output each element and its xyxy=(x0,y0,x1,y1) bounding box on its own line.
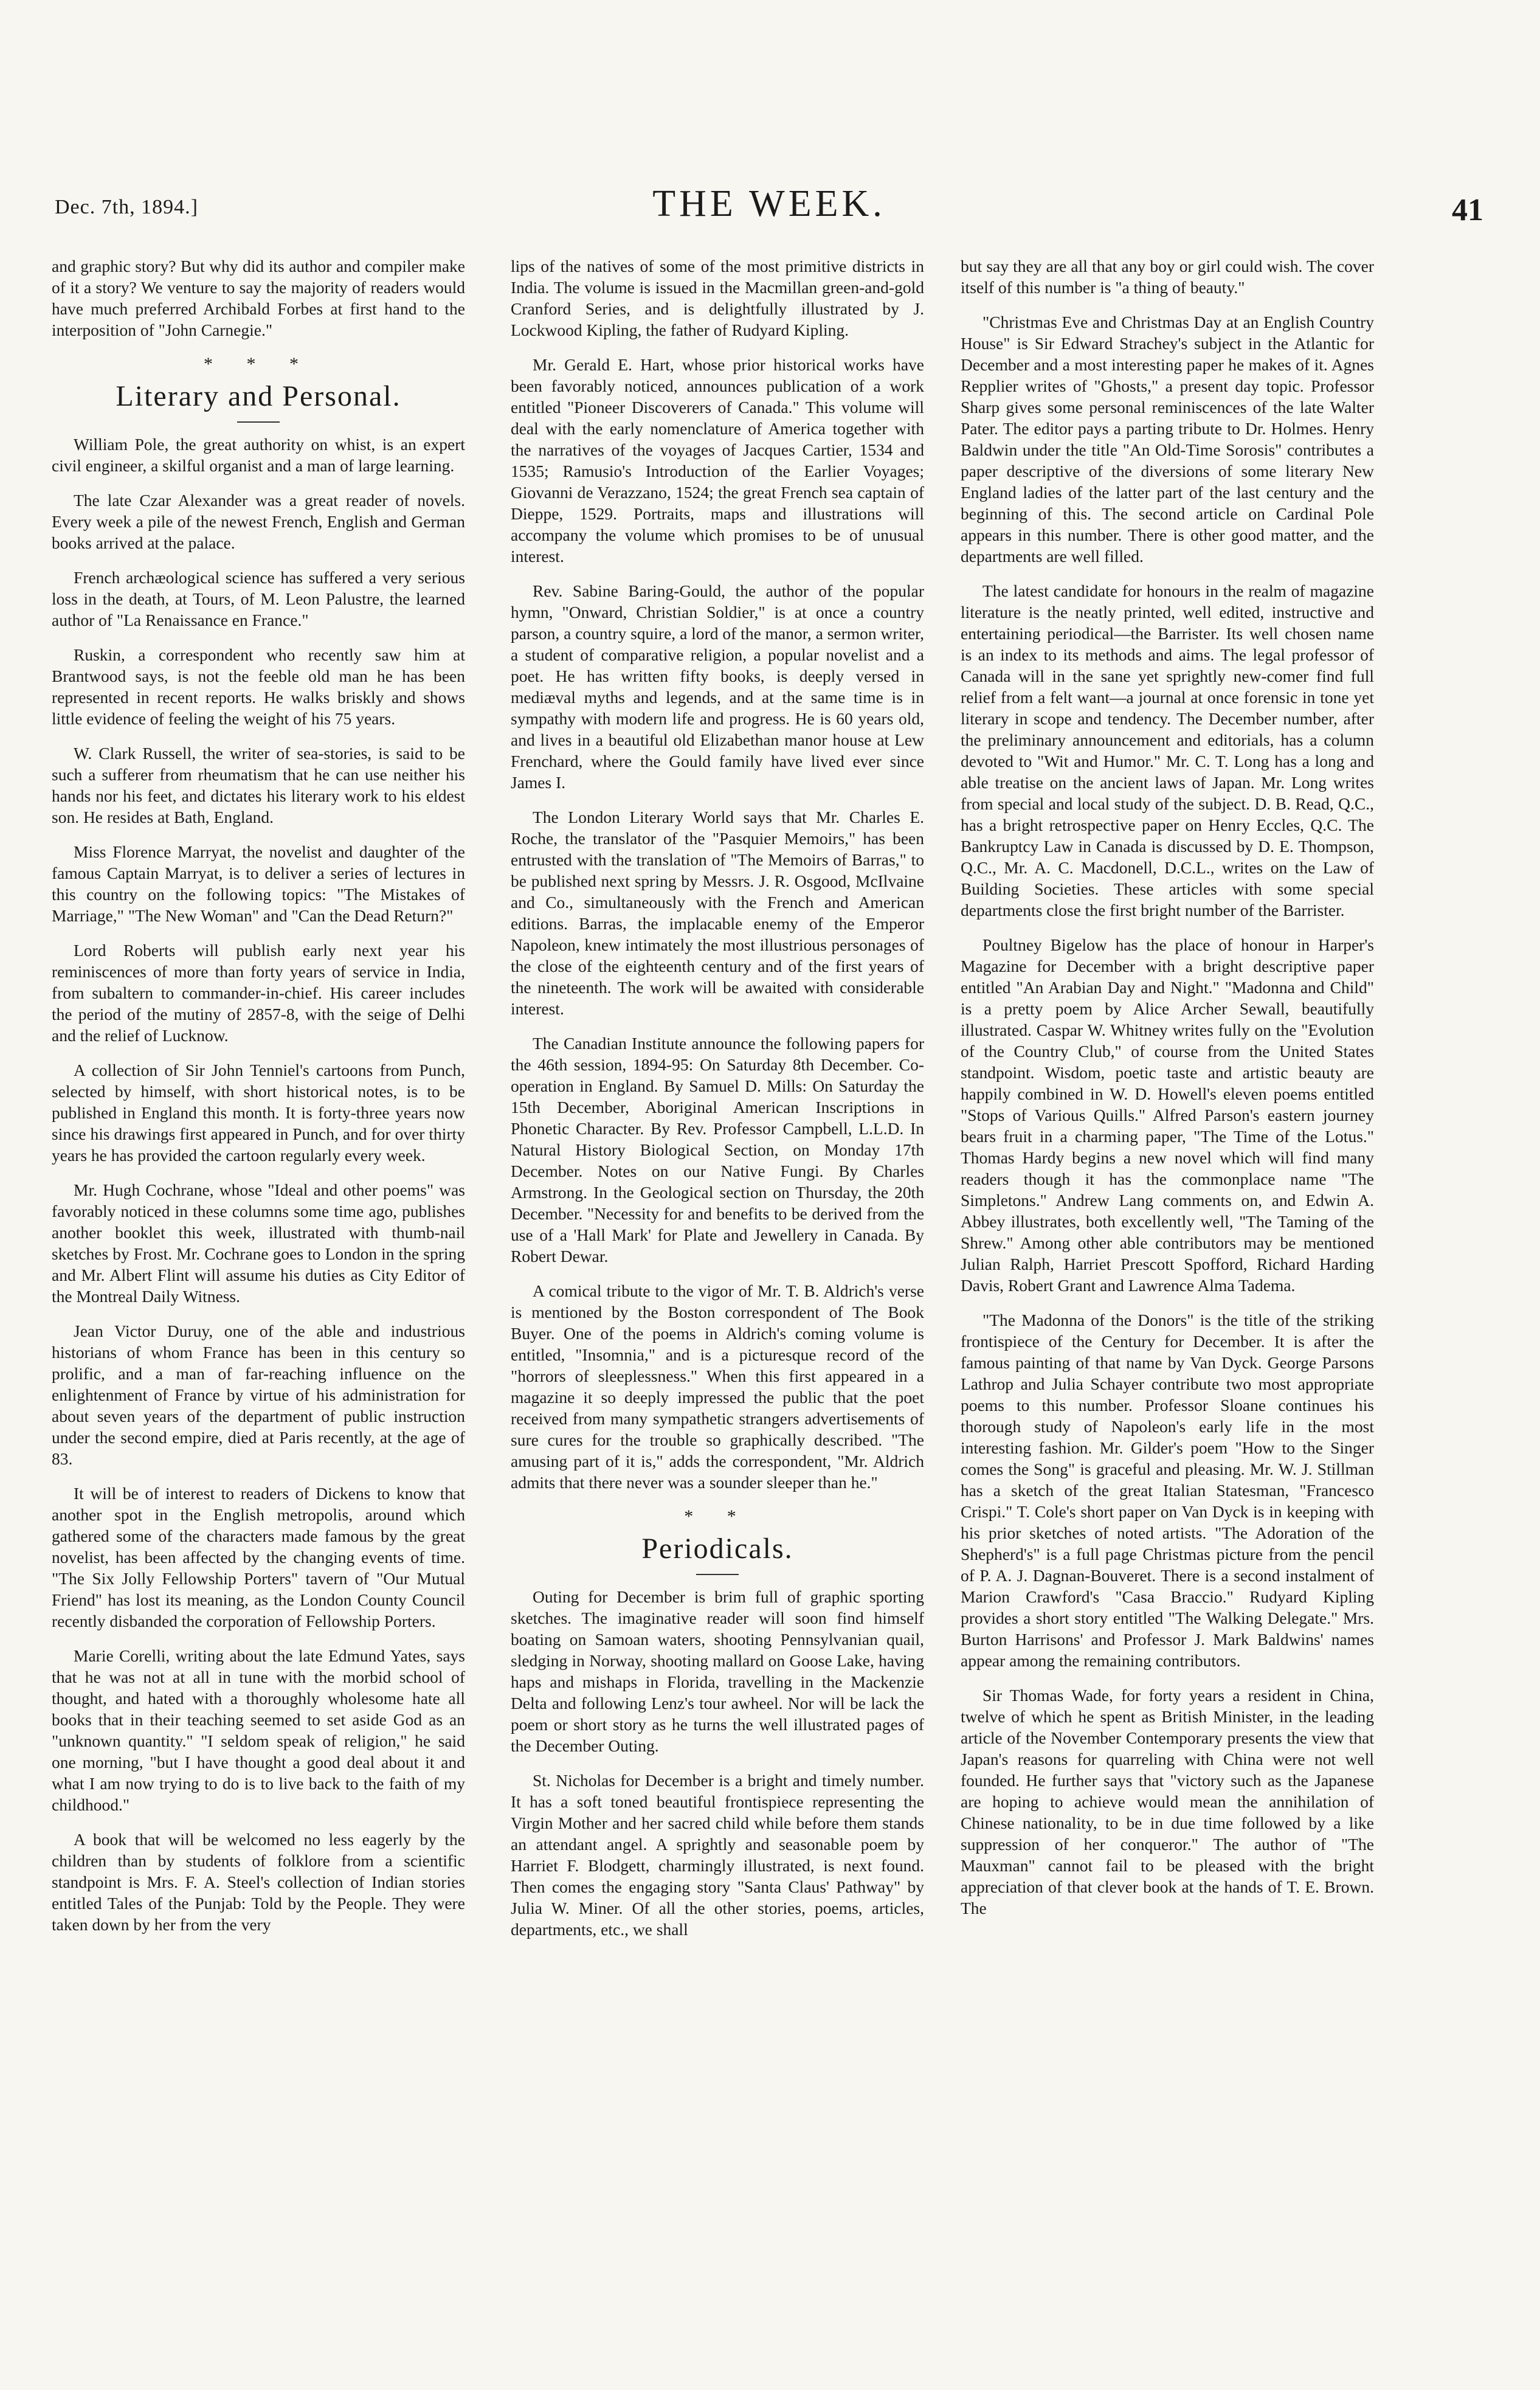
article-paragraph: French archæological science has suffered a very serious loss in the death, at Tours, of M. Leon Palustre, the learned author of "La Renaissance en France." xyxy=(52,568,465,629)
article-paragraph: Lord Roberts will publish early next year his reminiscences of more than forty years of service in India, from subaltern to commander-in-chief. His career includes the period of the mutiny of 2857-8, with the seige of Delhi and the relief of Lucknow. xyxy=(52,941,465,1045)
article-paragraph: The late Czar Alexander was a great reader of novels. Every week a pile of the newest French, English and German books arrived at the palace. xyxy=(52,491,465,552)
page-number: 41 xyxy=(1452,193,1483,227)
article-paragraph: lips of the natives of some of the most primitive districts in India. The volume is issued in the Macmillan green-and-gold Cranford Series, and is delightfully illustrated by J. Lockwood Kipling, the father of Rudyard Kipling. xyxy=(511,257,924,339)
article-paragraph: William Pole, the great authority on whist, is an expert civil engineer, a skilful organist and a man of large learning. xyxy=(52,435,465,475)
article-paragraph: Poultney Bigelow has the place of honour in Harper's Magazine for December with a bright descriptive paper entitled "An Arabian Day and Night." "Madonna and Child" is a pretty poem by Alice Archer Sewall, beautifully illustrated. Caspar W. Whitney writes fully on the "Evolution of the Country Club," of course from the United States standpoint. Wisdom, poetic taste and artistic beauty are happily combined in W. D. Howell's eleven poems entitled "Stops of Various Quills." Alfred Parson's eastern journey bears fruit in a charming paper, "The Time of the Lotus." Thomas Hardy begins a new novel which will find many readers though it has the commonplace name "The Simpletons." Andrew Lang comments on, and Edwin A. Abbey illustrates, both excellently well, "The Taming of the Shrew." Among other able contributors may be mentioned Julian Ralph, Harriet Prescott Spofford, Richard Harding Davis, Robert Grant and Lawrence Alma Tadema. xyxy=(961,935,1374,1295)
article-paragraph: It will be of interest to readers of Dickens to know that another spot in the English metropolis, around which gathered some of the characters made famous by the great novelist, has been affected by the changing events of time. "The Six Jolly Fellowship Porters" tavern of "Our Mutual Friend" has lost its meaning, as the London County Council recently disbanded the corporation of Fellowship Porters. xyxy=(52,1484,465,1630)
article-paragraph: Mr. Gerald E. Hart, whose prior historical works have been favorably noticed, announces publication of a work entitled "Pioneer Discoverers of Canada." This volume will deal with the early nomenclature of America together with the narratives of the voyages of Jacques Cartier, 1534 and 1535; Ramusio's Introduction of the Earlier Voyages; Giovanni de Verazzano, 1524; the great French sea captain of Dieppe, 1529. Portraits, maps and illustrations will accompany the volume which promises to be of unusual interest. xyxy=(511,355,924,566)
heading-rule xyxy=(237,421,280,423)
article-paragraph: St. Nicholas for December is a bright and timely number. It has a soft toned beautiful frontispiece representing the Virgin Mother and her sacred child while before them stands an attendant angel. A sprightly and seasonable poem by Harriet F. Blodgett, charmingly illustrated, is next found. Then comes the engaging story "Santa Claus' Pathway" by Julia W. Miner. Of all the other stories, poems, articles, departments, etc., we shall xyxy=(511,1771,924,1939)
article-paragraph: Ruskin, a correspondent who recently saw him at Brantwood says, is not the feeble old man he has been represented in recent reports. He walks briskly and shows little evidence of feeling the weight of his 75 years. xyxy=(52,645,465,728)
article-paragraph: The London Literary World says that Mr. Charles E. Roche, the translator of the "Pasquier Memoirs," has been entrusted with the translation of "The Memoirs of Barras," to be published next spring by Messrs. J. R. Osgood, McIlvaine and Co., simultaneously with the French and American editions. Barras, the implacable enemy of the Emperor Napoleon, knew intimately the most illustrious personages of the close of the eighteenth century and of the first years of the nineteenth. The work will be awaited with considerable interest. xyxy=(511,808,924,1018)
article-paragraph: A collection of Sir John Tenniel's cartoons from Punch, selected by himself, with short historical notes, is to be published in England this month. It is forty-three years now since his drawings first appeared in Punch, and for over thirty years he has provided the cartoon regularly every week. xyxy=(52,1061,465,1165)
article-paragraph: Miss Florence Marryat, the novelist and daughter of the famous Captain Marryat, is to deliver a series of lectures in this country on the following topics: "The Mistakes of Marriage," "The New Woman" and "Can the Dead Return?" xyxy=(52,842,465,925)
issue-date: Dec. 7th, 1894.] xyxy=(55,196,199,218)
article-paragraph: The Canadian Institute announce the following papers for the 46th session, 1894-95: On Saturday 8th December. Co-operation in England. By Samuel D. Mills: On Saturday the 15th December, Aboriginal American Inscriptions in Phonetic Character. By Rev. Professor Campbell, L.L.D. In Natural History Biological Section, on Monday 17th December. Notes on our Native Fungi. By Charles Armstrong. In the Geological section on Thursday, the 20th December. "Necessity for and benefits to be derived from the use of a 'Hall Mark' for Plate and Jewellery in Canada. By Robert Dewar. xyxy=(511,1034,924,1266)
column-1 xyxy=(52,255,465,1948)
section-ornament: * * xyxy=(684,1506,751,1526)
column-2 xyxy=(511,255,924,1953)
article-paragraph: Rev. Sabine Baring-Gould, the author of the popular hymn, "Onward, Christian Soldier," is at once a country parson, a country squire, a lord of the manor, a sermon writer, a student of comparative religion, a popular novelist and a poet. He has written fifty books, is deeply versed in mediæval myths and legends, and at the same time is in sympathy with modern life and progress. He is 60 years old, and lives in a beautiful old Elizabethan manor house at Lew Frenchard, where the Gould family have lived ever since James I. xyxy=(511,581,924,792)
section-ornament: * * * xyxy=(204,354,313,374)
masthead xyxy=(49,182,1490,237)
article-paragraph: Sir Thomas Wade, for forty years a resident in China, twelve of which he spent as British Minister, in the leading article of the November Contemporary presents the view that Japan's reasons for quarreling with China were not well founded. He further says that "victory such as the Japanese are hoping to achieve would mean the annihilation of Chinese nationality, to be in due time followed by a like suppression of her conqueror." The author of "The Mauxman" cannot fail to be pleased with the bright appreciation of that clever book at the hands of T. E. Brown. The xyxy=(961,1686,1374,1917)
section-heading-periodicals: Periodicals. xyxy=(641,1533,793,1565)
article-paragraph: The latest candidate for honours in the realm of magazine literature is the neatly printed, well edited, instructive and entertaining periodical—the Barrister. Its well chosen name is an index to its methods and aims. The legal professor of Canada will in the sane yet sprightly new-comer find full relief from a felt want—a journal at once forensic in tone yet literary in scope and tendency. The December number, after the preliminary announcement and editorials, has a column devoted to "Wit and Humor." Mr. C. T. Long has a long and able treatise on the ancient laws of Japan. Mr. Long writes from special and local study of the subject. D. B. Read, Q.C., has a bright retrospective paper on Henry Eccles, Q.C. The Bankruptcy Law in Canada is discussed by D. E. Thompson, Q.C., Mr. A. C. Macdonell, D.C.L., writes on the Law of Building Societies. These articles with some special departments close the first bright number of the Barrister. xyxy=(961,581,1374,920)
article-paragraph: W. Clark Russell, the writer of sea-stories, is said to be such a sufferer from rheumatism that he can use neither his hands nor his feet, and dictates his literary work to his eldest son. He resides at Bath, England. xyxy=(52,744,465,826)
article-paragraph: Mr. Hugh Cochrane, whose "Ideal and other poems" was favorably noticed in these columns some time ago, publishes another booklet this week, illustrated with thumb-nail sketches by Frost. Mr. Cochrane goes to London in the spring and Mr. Albert Flint will assume his duties as City Editor of the Montreal Daily Witness. xyxy=(52,1180,465,1306)
article-paragraph: and graphic story? But why did its author and compiler make of it a story? We venture to say the majority of readers would have much preferred Archibald Forbes at first hand to the interposition of "John Carnegie." xyxy=(52,257,465,339)
article-paragraph: A comical tribute to the vigor of Mr. T. B. Aldrich's verse is mentioned by the Boston correspondent of The Book Buyer. One of the poems in Aldrich's coming volume is entitled, "Insomnia," and is a picturesque record of the "horrors of sleeplessness." When this first appeared in a magazine it so deeply impressed the public that the poet received from many sympathetic strangers advertisements of sure cures for the trouble so graphically described. "The amusing part of it is," adds the correspondent, "Mr. Aldrich admits that there never was a sounder sleeper than he." xyxy=(511,1281,924,1492)
article-paragraph: "Christmas Eve and Christmas Day at an English Country House" is Sir Edward Strachey's subject in the Atlantic for December and a most interesting paper he makes of it. Agnes Repplier writes of "Ghosts," a present day topic. Professor Sharp gives some personal reminiscences of the late Walter Pater. The editor pays a parting tribute to Dr. Holmes. Henry Baldwin under the title "An Old-Time Sorosis" contributes a paper descriptive of the diversions of some literary New England ladies of the latter part of the last century and the beginning of this. The second article on Cardinal Pole appears in this number. There is other good matter, and the departments are well filled. xyxy=(961,313,1374,566)
section-heading-literary-personal: Literary and Personal. xyxy=(116,380,401,412)
article-paragraph: Jean Victor Duruy, one of the able and industrious historians of whom France has been in this century so prolific, and a man of far-reaching influence on the enlightenment of France by virtue of his administration for about seven years of the department of public instruction under the second empire, died at Paris recently, at the age of 83. xyxy=(52,1321,465,1468)
article-paragraph: Outing for December is brim full of graphic sporting sketches. The imaginative reader will soon find himself boating on Samoan waters, shooting Pennsylvanian quail, sledging in Norway, shooting mallard on Goose Lake, having haps and mishaps in Florida, travelling in the Mackenzie Delta and following Lenz's tour awheel. Nor will be lack the poem or short story as he turns the well illustrated pages of the December Outing. xyxy=(511,1587,924,1755)
article-paragraph: Marie Corelli, writing about the late Edmund Yates, says that he was not at all in tune with the morbid school of thought, and hated with a thoroughly wholesome hate all books that in their teaching seemed to set aside God as an "unknown quantity." "I seldom speak of religion," he said one morning, "but I have thought a good deal about it and what I am now trying to do is to live back to the faith of my childhood." xyxy=(52,1646,465,1814)
heading-rule xyxy=(696,1574,739,1575)
article-paragraph: but say they are all that any boy or girl could wish. The cover itself of this number is "a thing of beauty." xyxy=(961,257,1374,297)
article-paragraph: "The Madonna of the Donors" is the title of the striking frontispiece of the Century for December. It is after the famous painting of that name by Van Dyck. George Parsons Lathrop and Julia Schayer contribute two most appropriate poems to this number. Professor Sloane continues his thorough study of Napoleon's early life in the most interesting fashion. Mr. Gilder's poem "How to the Singer comes the Song" is graceful and pleasing. Mr. W. J. Stillman has a sketch of the great Italian Statesman, "Francesco Crispi." T. Cole's short paper on Van Dyck is in keeping with his prior sketches of noted artists. "The Adoration of the Shepherd's" is a full page Christmas picture from the pencil of P. A. J. Dagnan-Bouveret. There is a second instalment of Marion Crawford's "Casa Braccio." Rudyard Kipling provides a short story entitled "The Walking Delegate." Mrs. Burton Harrisons' and Professor J. Mark Baldwins' names appear among the remaining contributors. xyxy=(961,1311,1374,1670)
column-3 xyxy=(961,255,1374,1932)
article-paragraph: A book that will be welcomed no less eagerly by the children than by students of folklore from a scientific standpoint is Mrs. F. A. Steel's collection of Indian stories entitled Tales of the Punjab: Told by the People. They were taken down by her from the very xyxy=(52,1830,465,1934)
publication-title: THE WEEK. xyxy=(652,183,886,224)
